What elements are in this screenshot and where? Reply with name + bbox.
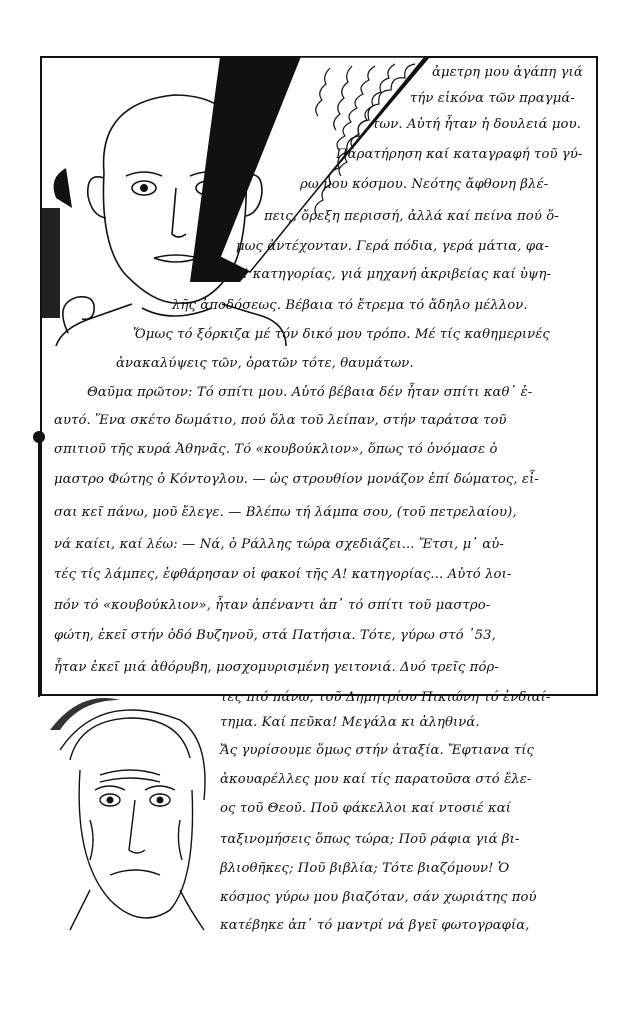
text-line: ρω μου κόσμου. Νεότης ἄφθονη βλέ- [300,177,549,192]
text-line: τημα. Καί πεῦκα! Μεγάλα κι ἀληθινά. [220,715,480,730]
text-line: φώτη, ἐκεῖ στήν ὁδό Βυζηνοῦ, στά Πατήσια. Τότε, γύρω στό ᾽53, [54,628,496,643]
text-line: βλιοθῆκες; Ποῦ βιβλία; Τότε βιαζόμουν! Ὁ [220,861,510,876]
text-line: ἦταν ἐκεῖ μιά ἀθόρυβη, μοσχομυρισμένη γειτονιά. Δυό τρεῖς πόρ- [54,660,499,675]
text-line: ἀνακαλύψεις τῶν, ὁρατῶν τότε, θαυμάτων. [116,356,414,371]
text-line: Ἄς γυρίσουμε ὅμως στήν ἀταξία. Ἔφτιανα τίς [220,743,535,758]
text-line: σαι κεῖ πάνω, μοῦ ἔλεγε. — Βλέπω τή λάμπα σου, (τοῦ πετρελαίου), [54,505,517,520]
text-line: ταξινομήσεις ὅπως τώρα; Ποῦ ράφια γιά βι- [220,832,520,847]
text-line: τές τίς λάμπες, ἐφθάρησαν οἱ φακοί τῆς Α! κατηγορίας... Αὐτό λοι- [54,567,512,582]
text-line: νά καίει, καί λέω: — Νά, ὁ Ράλλης τώρα σχεδιάζει... Ἔτσι, μ᾽ αὐ- [54,537,504,552]
text-line: Θαῦμα πρῶτον: Τό σπίτι μου. Αὐτό βέβαια δέν ἦταν σπίτι καθ᾽ ἑ- [87,385,533,400]
text-line: Ὅμως τό ξόρκιζα μέ τόν δικό μου τρόπο. Μέ τίς καθημερινές [133,327,550,342]
margin-stem-line [38,437,40,697]
text-line: ἀκουαρέλλες μου καί τίς παρατοῦσα στό ἔλε- [220,772,532,787]
text-line: κατέβηκε ἀπ᾽ τό μαντρί νά βγεῖ φωτογραφία, [220,918,530,933]
text-line: πόν τό «κουβούκλιον», ἦταν ἀπέναντι ἀπ᾽ τό σπίτι τοῦ μαστρο- [54,598,491,613]
text-line: μαστρο Φώτης ὁ Κόντογλου. — ὡς στρουθίον μονάζον ἐπί δώματος, εἶ- [54,472,539,487]
text-line: τες πιό πάνω, τοῦ Δημητρίου Πικιώνη τό ἐνδιαί- [220,690,551,705]
text-line: κόσμος γύρω μου βιαζόταν, σάν χωριάτης πού [220,890,537,905]
text-line: σπιτιοῦ τῆς κυρά Ἀθηνᾶς. Τό «κουβούκλιον», ὅπως τό ὀνόμασε ὁ [54,442,498,457]
text-line: κοί Α! κατηγορίας, γιά μηχανή ἀκριβείας καί ὑψη- [207,267,552,282]
text-line: αυτό. Ἕνα σκέτο δωμάτιο, πού ὅλα τοῦ λείπαν, στήν ταράτσα τοῦ [54,413,507,428]
text-line: πεις, ὄρεξη περισσή, ἀλλά καί πείνα πού ὅ- [264,209,559,224]
text-line: των. Αὐτή ἦταν ἡ δουλειά μου. [372,117,581,132]
text-line: Παρατήρηση καί καταγραφή τοῦ γύ- [336,147,583,162]
text-line: ος τοῦ Θεοῦ. Ποῦ φάκελλοι καί ντοσιέ καί [220,801,512,816]
text-line: ἀμετρη μου ἀγάπη γιά [432,65,583,80]
text-line: τήν εἰκόνα τῶν πραγμά- [410,91,575,106]
text-line: μως ἀντέχονταν. Γερά πόδια, γερά μάτια, φα- [236,239,549,254]
text-line: λῆς ἀποδόσεως. Βέβαια τό ἔτρεμα τό ἄδηλο μέλλον. [172,298,528,313]
old-man-portrait [50,690,210,940]
